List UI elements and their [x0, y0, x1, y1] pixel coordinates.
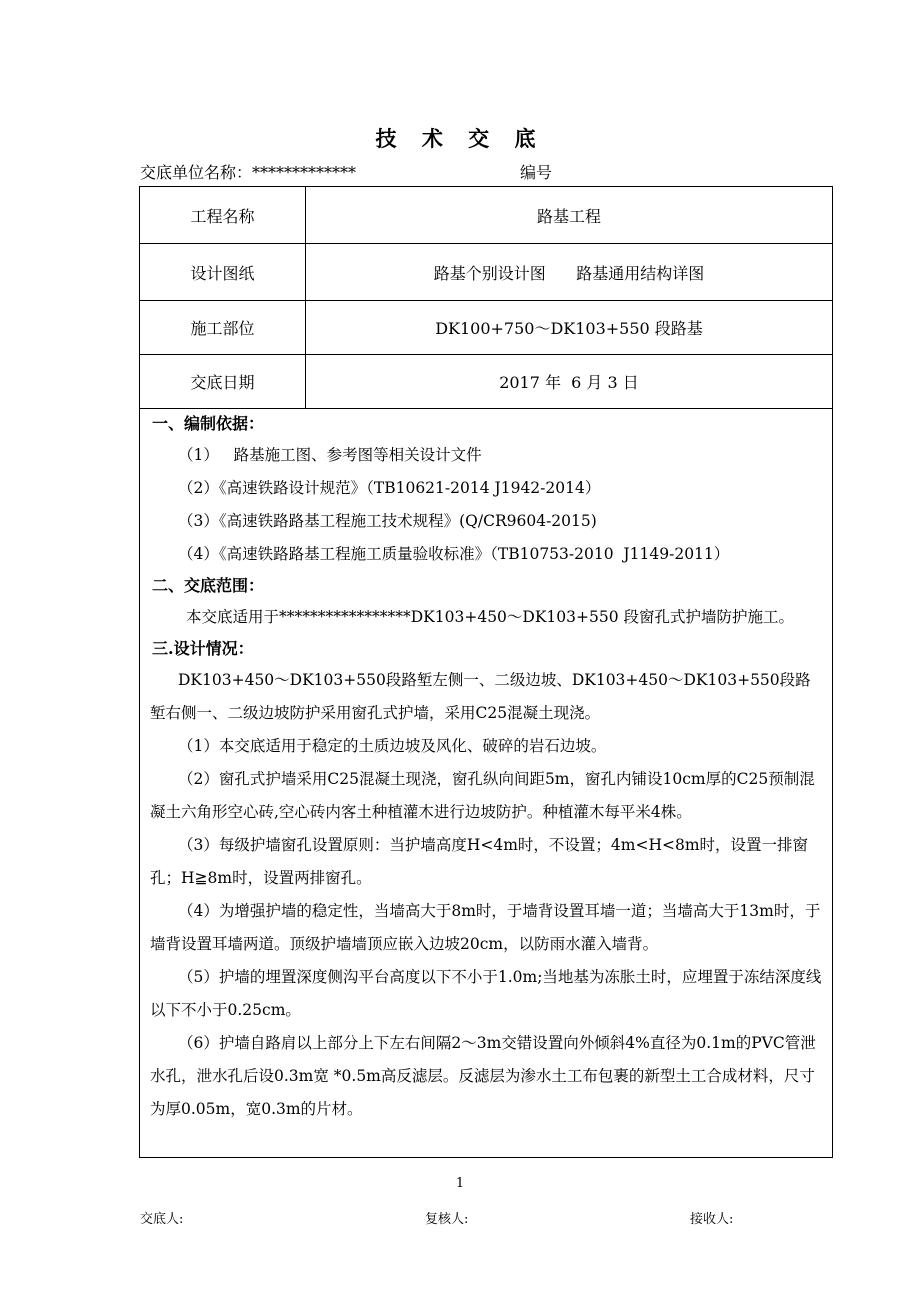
info-row-date — [140, 355, 832, 409]
info-key: 施工部位 — [140, 301, 306, 354]
design-item: （6）护墙自路肩以上部分上下左右间隔2～3m交错设置向外倾斜4%直径为0.1m的PVC管泄水孔，泄水孔后设0.3m宽 *0.5m高反滤层。反滤层为渗水土工布包裹的新型土工合成材料，尺寸为厚0.05m，宽0.3m的片材。 — [150, 1034, 816, 1118]
design-item: （2）窗孔式护墙采用C25混凝土现浇，窗孔纵向间距5m，窗孔内铺设10cm厚的C25预制混凝土六角形空心砖,空心砖内客土种植灌木进行边坡防护。种植灌木每平米4株。 — [150, 770, 815, 821]
unit-name-label: 交底单位名称：************* — [140, 163, 357, 182]
info-value: 路基个别设计图 路基通用结构详图 — [433, 263, 705, 283]
info-key: 设计图纸 — [140, 244, 306, 300]
handover-table — [139, 186, 833, 1158]
info-value: DK100+750～DK103+550 段路基 — [435, 319, 703, 338]
design-item: （4）为增强护墙的稳定性，当墙高大于8m时，于墙背设置耳墙一道；当墙高大于13m时，于墙背设置耳墙两道。顶级护墙墙顶应嵌入边坡20cm，以防雨水灌入墙背。 — [150, 902, 821, 953]
number-label: 编号 — [520, 163, 553, 182]
section-heading-basis: 一、编制依据： — [152, 414, 265, 433]
info-row-project — [140, 187, 832, 244]
content-body — [140, 409, 832, 1126]
handover-signature-label: 交底人: — [140, 1212, 184, 1227]
info-value: 路基工程 — [536, 206, 601, 226]
design-intro: DK103+450～DK103+550段路堑左侧一、二级边坡、DK103+450～DK103+550段路堑右侧一、二级边坡防护采用窗孔式护墙，采用C25混凝土现浇。 — [150, 671, 811, 722]
basis-item: （4）《高速铁路路基工程施工质量验收标准》（TB10753-2010 J1149-2011） — [178, 545, 730, 563]
scope-text: 本交底适用于*****************DK103+450～DK103+550 段窗孔式护墙防护施工。 — [186, 608, 795, 626]
section-heading-design: 三.设计情况： — [152, 639, 254, 658]
page-number: 1 — [455, 1176, 465, 1191]
info-row-drawings — [140, 244, 832, 301]
header-line — [140, 160, 780, 184]
receiver-signature-label: 接收人: — [690, 1212, 734, 1227]
basis-item: （1） 路基施工图、参考图等相关设计文件 — [178, 446, 482, 464]
design-item: （5）护墙的埋置深度侧沟平台高度以下不小于1.0m;当地基为冻胀土时，应埋置于冻结深度线以下不小于0.25cm。 — [150, 968, 822, 1019]
info-key: 工程名称 — [140, 187, 306, 243]
info-value: 2017 年 6 月 3 日 — [499, 373, 639, 392]
document-title: 技 术 交 底 — [375, 126, 545, 151]
info-row-location — [140, 301, 832, 355]
design-item: （3）每级护墙窗孔设置原则：当护墙高度H<4m时，不设置；4m<H<8m时，设置一排窗孔；H≧8m时，设置两排窗孔。 — [150, 836, 809, 887]
reviewer-signature-label: 复核人: — [425, 1212, 469, 1227]
info-key: 交底日期 — [140, 355, 306, 408]
section-heading-scope: 二、交底范围： — [152, 576, 265, 595]
design-item: （1）本交底适用于稳定的土质边坡及风化、破碎的岩石边坡。 — [178, 737, 607, 755]
basis-item: （3）《高速铁路路基工程施工技术规程》(Q/CR9604-2015) — [178, 512, 597, 530]
basis-item: （2）《高速铁路设计规范》（TB10621-2014 J1942-2014） — [178, 479, 601, 497]
